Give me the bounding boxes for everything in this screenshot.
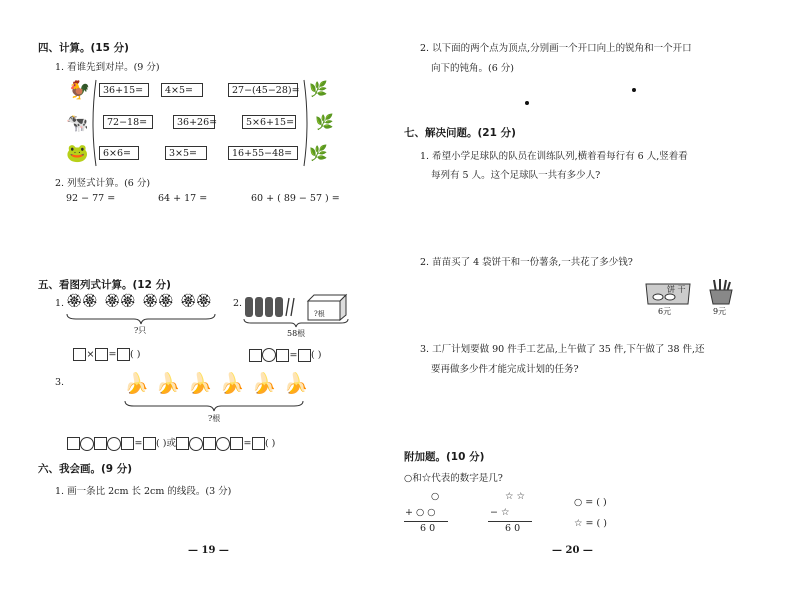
sec7-q1-cont: 每列有 5 人。这个足球队一共有多少人? <box>431 170 601 181</box>
sec6-q1: 1. 画一条比 2cm 长 2cm 的线段。(3 分) <box>55 486 232 497</box>
bonus-question: ○和☆代表的数字是几? <box>404 473 503 484</box>
operator-circle[interactable] <box>262 348 276 362</box>
banana-row-icon: 🍌🍌🍌🍌🍌🍌 <box>124 371 316 395</box>
puzzle2-mid: − ☆ <box>490 507 510 518</box>
section-6-title: 六、我会画。(9 分) <box>38 463 133 475</box>
section-7-title: 七、解决问题。(21 分) <box>404 127 516 139</box>
puzzle1-line <box>404 521 448 522</box>
puzzle1-top: ○ <box>431 491 440 502</box>
answer-box[interactable] <box>121 437 134 450</box>
operator: = <box>108 349 117 360</box>
calc-box[interactable]: 36+26= <box>173 115 215 129</box>
vertical-calc: 92 − 77 = <box>66 193 116 204</box>
calc-box[interactable]: 72−18= <box>103 115 153 129</box>
calc-box[interactable]: 27−(45−28)= <box>228 83 298 97</box>
calc-box[interactable]: 4×5= <box>161 83 203 97</box>
vertical-calc: 60 + ( 89 − 57 ) = <box>251 193 340 204</box>
answer-box[interactable] <box>67 437 80 450</box>
unit-paren: ( ) <box>311 349 322 361</box>
fries-price: 9元 <box>713 307 727 316</box>
sec7-q2: 2. 苗苗买了 4 袋饼干和一份薯条,一共花了多少钱? <box>420 257 633 268</box>
fries-icon <box>706 278 736 306</box>
flower-group-icon: 🏵🏵 <box>66 294 98 309</box>
answer-box[interactable] <box>176 437 189 450</box>
puzzle2-result: 6 0 <box>505 523 521 534</box>
stick-bundle-icon <box>243 295 303 319</box>
brace-label: ?只 <box>134 326 147 335</box>
puzzle2-top: ☆ ☆ <box>505 491 526 502</box>
brace-label: 58根 <box>287 329 306 338</box>
operator-circle[interactable] <box>107 437 121 451</box>
bonus-title: 附加题。(10 分) <box>404 451 485 463</box>
operator: = <box>289 349 298 361</box>
puzzle2-line <box>488 521 532 522</box>
answer-box[interactable] <box>298 349 311 362</box>
or-label: 或 <box>166 438 176 449</box>
answer-row <box>73 348 140 361</box>
grass-icon: 🌿 <box>309 144 328 162</box>
box-label: ?根 <box>314 310 325 318</box>
p2-number: 2. <box>233 298 243 309</box>
answer-star[interactable]: ☆ = ( ) <box>574 518 607 529</box>
puzzle1-mid: + ○ ○ <box>405 507 436 518</box>
calc-box[interactable]: 16+55−48= <box>228 146 298 160</box>
answer-box[interactable] <box>249 349 262 362</box>
flower-group-icon: 🏵🏵 <box>104 294 136 309</box>
brace <box>66 313 216 325</box>
answer-row <box>67 435 275 451</box>
answer-box[interactable] <box>230 437 243 450</box>
calc-box[interactable]: 5×6+15= <box>242 115 296 129</box>
answer-circle[interactable]: ○ = ( ) <box>574 497 607 508</box>
grass-icon: 🌿 <box>309 80 328 98</box>
q2-title: 2. 列竖式计算。(6 分) <box>55 178 151 189</box>
vertex-dot <box>632 88 636 92</box>
unit-paren: ( ) <box>264 438 276 449</box>
unit-paren: ( ) <box>130 349 141 360</box>
cow-icon: 🐄 <box>66 113 89 134</box>
answer-row <box>249 348 321 362</box>
p1-number: 1. <box>55 298 65 309</box>
unit-paren: ( ) <box>156 438 167 449</box>
sec7-q3: 3. 工厂计划要做 90 件手工艺品,上午做了 35 件,下午做了 38 件,还 <box>420 344 705 355</box>
frog-icon: 🐸 <box>66 143 89 164</box>
rooster-icon: 🐓 <box>68 80 91 101</box>
flower-group-icon: 🏵🏵 <box>142 294 174 309</box>
vertex-dot <box>525 101 529 105</box>
answer-box[interactable] <box>203 437 216 450</box>
answer-box[interactable] <box>117 348 130 361</box>
answer-box[interactable] <box>276 349 289 362</box>
page-number-right: — 20 — <box>552 545 593 556</box>
brace <box>243 318 349 328</box>
sec7-q3-cont: 要再做多少件才能完成计划的任务? <box>431 364 579 375</box>
q1-title: 1. 看谁先到对岸。(9 分) <box>55 62 160 73</box>
page-number-left: — 19 — <box>188 545 229 556</box>
sec7-q1: 1. 希望小学足球队的队员在训练队列,横着看每行有 6 人,竖着看 <box>420 151 688 162</box>
section-4-title: 四、计算。(15 分) <box>38 42 129 54</box>
section-5-title: 五、看图列式计算。(12 分) <box>38 279 171 291</box>
operator-circle[interactable] <box>80 437 94 451</box>
puzzle1-result: 6 0 <box>420 523 436 534</box>
calc-box[interactable]: 6×6= <box>99 146 139 160</box>
calc-box[interactable]: 36+15= <box>99 83 149 97</box>
brace-label: ?根 <box>208 414 221 423</box>
operator-circle[interactable] <box>189 437 203 451</box>
right-q2-cont: 向下的钝角。(6 分) <box>431 63 514 74</box>
answer-box[interactable] <box>252 437 265 450</box>
biscuit-label: 饼 干 <box>667 285 686 294</box>
answer-box[interactable] <box>143 437 156 450</box>
operator: × <box>86 349 95 360</box>
operator: = <box>134 438 143 449</box>
calc-box[interactable]: 3×5= <box>165 146 207 160</box>
answer-box[interactable] <box>94 437 107 450</box>
box-icon <box>306 293 348 321</box>
grass-icon: 🌿 <box>315 113 334 131</box>
answer-box[interactable] <box>73 348 86 361</box>
p3-number: 3. <box>55 377 65 388</box>
vertical-calc: 64 + 17 = <box>158 193 208 204</box>
right-q2: 2. 以下面的两个点为顶点,分别画一个开口向上的锐角和一个开口 <box>420 43 692 54</box>
flower-group-icon: 🏵🏵 <box>180 294 212 309</box>
operator-circle[interactable] <box>216 437 230 451</box>
answer-box[interactable] <box>95 348 108 361</box>
operator: = <box>243 438 252 449</box>
brace <box>124 400 304 412</box>
biscuit-price: 6元 <box>658 307 672 316</box>
